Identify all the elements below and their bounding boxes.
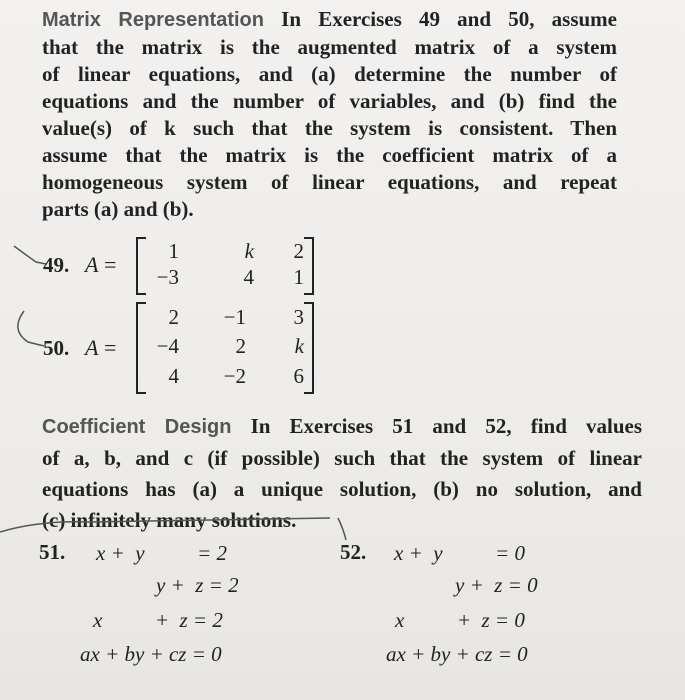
paragraph-line-7: homogeneous system of linear equations, and repeat (42, 170, 617, 194)
exercise-label: 50. (43, 336, 70, 360)
equation-4: ax + by + cz = 0 (386, 642, 528, 666)
matrix-cell: 2 (235, 334, 246, 358)
section-heading: Coefficient Design (42, 416, 232, 438)
equation-1: x + y = 0 (394, 541, 525, 565)
matrix-cell: 6 (293, 364, 304, 388)
matrix-cell: 3 (293, 305, 304, 329)
matrix-cell: 2 (168, 305, 179, 329)
pen-mark-51 (0, 518, 330, 532)
pen-mark-50 (18, 311, 44, 346)
equation-2: y + z = 0 (455, 573, 538, 597)
equation-3: x + z = 0 (395, 608, 525, 632)
matrix-cell: k (294, 334, 304, 358)
matrix-lhs: A = (85, 252, 117, 277)
pen-mark-49 (14, 246, 46, 264)
matrix-lhs: A = (85, 335, 117, 360)
equation-2: y + z = 2 (156, 573, 239, 597)
paragraph-line-2: that the matrix is the augmented matrix of a system (42, 35, 617, 59)
paragraph-line-1: Matrix Representation In Exercises 49 and 50, assume (42, 7, 617, 31)
paragraph-line-2: of a, b, and c (if possible) such that the system of linear (42, 446, 642, 470)
equation-1: x + y = 2 (96, 541, 227, 565)
matrix-cell: −4 (156, 334, 179, 358)
matrix-cell: 1 (168, 239, 179, 263)
paragraph-line-4: equations and the number of variables, and (b) find the (42, 89, 617, 113)
exercise-label: 52. (340, 540, 367, 564)
matrix-cell: k (244, 239, 254, 263)
matrix-cell: 2 (293, 239, 304, 263)
matrix-cell: −2 (223, 364, 246, 388)
exercise-label: 49. (43, 253, 70, 277)
matrix-cell: −3 (156, 265, 179, 289)
paragraph-line-8: parts (a) and (b). (42, 197, 194, 221)
matrix-cell: 4 (168, 364, 179, 388)
equation-3: x + z = 2 (93, 608, 223, 632)
matrix-cell: −1 (223, 305, 246, 329)
paragraph-line-5: value(s) of k such that the system is consistent. Then (42, 116, 617, 140)
matrix-cell: 1 (293, 265, 304, 289)
paragraph-line-3: of linear equations, and (a) determine the number of (42, 62, 617, 86)
equation-4: ax + by + cz = 0 (80, 642, 222, 666)
paragraph-line-3: equations has (a) a unique solution, (b) no solution, and (42, 477, 642, 501)
paragraph-line-4: (c) infinitely many solutions. (42, 508, 297, 532)
exercise-label: 51. (39, 540, 66, 564)
paragraph-line-1: Coefficient Design In Exercises 51 and 52, find values (42, 414, 643, 438)
paragraph-line-6: assume that the matrix is the coefficient matrix of a (42, 143, 617, 167)
pen-mark-52 (338, 518, 346, 540)
matrix-cell: 4 (243, 265, 254, 289)
section-heading: Matrix Representation (42, 9, 264, 31)
